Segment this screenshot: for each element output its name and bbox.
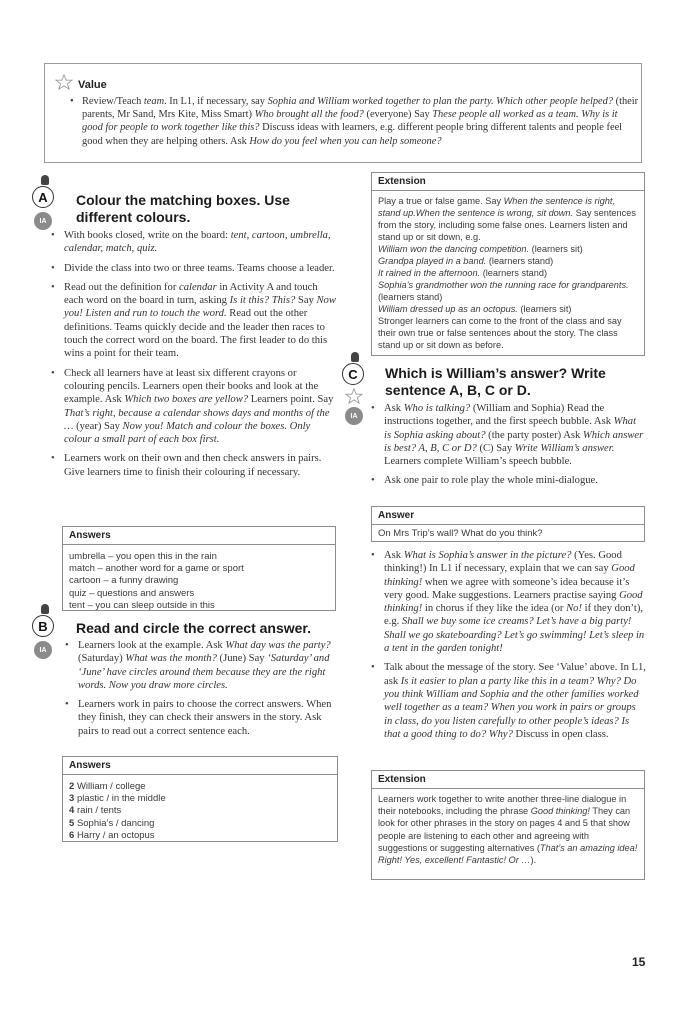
answer-line: match – another word for a game or sport xyxy=(69,563,244,575)
answer-line: quiz – questions and answers xyxy=(69,587,195,599)
activity-c-letter: C xyxy=(342,363,364,385)
activity-b-answers-box xyxy=(62,756,338,842)
answer-line: 5 Sophia’s / dancing xyxy=(69,817,155,829)
star-icon xyxy=(345,388,363,404)
answers-title: Answers xyxy=(63,757,337,775)
activity-a-heading: Colour the matching boxes. Use different colours. xyxy=(76,192,290,225)
answer-line: 6 Harry / an octopus xyxy=(69,829,155,841)
lightbulb-icon xyxy=(41,604,49,614)
extension-box-2 xyxy=(371,770,645,880)
activity-c-marker xyxy=(342,352,368,425)
list-item: • Learners work in pairs to choose the correct answers. When they finish, they can check their answers in the story. Ask pairs to read out a correct sentence each. xyxy=(62,698,338,738)
value-title: Value xyxy=(78,79,107,91)
list-item: • Divide the class into two or three teams. Teams choose a leader. xyxy=(48,262,338,275)
list-item: • Check all learners have at least six different crayons or colouring pencils. Learners open their books and look at the example. Ask Which two boxes are yellow? Learners point. Say That’s right, because a calendar shows days and months of the … (year) Say Now you! Match and colour the boxes. Only colour a small part of each box first. xyxy=(48,367,338,447)
answer-line: umbrella – you open this in the rain xyxy=(69,551,217,562)
lightbulb-icon xyxy=(351,352,359,362)
activity-a-answers-box xyxy=(62,526,336,611)
list-item: • Read out the definition for calendar in Activity A and touch each word on the board in turn, asking Is it this? This? Say Now you! Listen and run to touch the word. Read out the other definitions. Teams quickly decide and the leader then races to touch the correct word on the board. The first leader to do this wins a point for their team. xyxy=(48,281,338,361)
star-icon xyxy=(55,74,73,90)
activity-b-instructions xyxy=(62,639,338,738)
list-item: • Ask Who is talking? (William and Sophia) Read the instructions together, and the first speech bubble. Ask What is Sophia asking about? (the party poster) Ask Which answer is best? A, B, C or D? (C) Say Write William’s answer. Learners complete William’s speech bubble. xyxy=(368,402,644,468)
list-item: • Talk about the message of the story. See ‘Value’ above. In L1, ask Is it easier to plan a party like this in a team? Why? Do you think William and Sophia and the other families worked well together as a team? When you work in pairs or groups in class, do you listen carefully to other people’s ideas? Is that a good thing to do? Why? Discuss in open class. xyxy=(368,661,646,741)
answer-line: 2 William / college xyxy=(69,781,146,792)
extension-title: Extension xyxy=(372,173,644,191)
activity-c-instructions-2 xyxy=(368,549,646,741)
answer-line: 4 rain / tents xyxy=(69,805,122,817)
value-box: Value • Review/Teach team. In L1, if necessary, say Sophia and William worked together to plan the party. Which other people helped? (their parents, Mr Sand, Mrs Kite, Miss Smart) Who brought all the food? (everyone) Say These people all worked as a team. Why is it good for people to work together like this? Discuss ideas with learners, e.g. different people bring different talents and people feel good when they are helping others. Ask How do you feel when you can help someone? xyxy=(44,63,642,163)
answer-line: tent – you can sleep outside in this xyxy=(69,599,215,611)
extension-title: Extension xyxy=(372,771,644,789)
lightbulb-icon xyxy=(41,175,49,185)
answer-line: cartoon – a funny drawing xyxy=(69,575,179,587)
page-number: 15 xyxy=(632,955,646,969)
activity-b-heading: Read and circle the correct answer. xyxy=(76,620,311,636)
activity-c-answer-box xyxy=(371,506,645,542)
answer-title: Answer xyxy=(372,507,644,525)
activity-a-letter: A xyxy=(32,186,54,208)
answers-title: Answers xyxy=(63,527,335,545)
list-item: • Learners work on their own and then check answers in pairs. Give learners time to finish their colouring if necessary. xyxy=(48,452,338,479)
activity-c-instructions xyxy=(368,402,644,488)
extension-text: Learners work together to write another three-line dialogue in their notebooks, including the phrase Good thinking! They can look for other phrases in the story on pages 4 and 5 that show people are listening to each other and agreeing with suggestions or suggesting alternatives (That’s an amazing idea! Right! Yes, excellent! Fantastic! Or …). xyxy=(378,794,638,866)
list-item: • Ask What is Sophia’s answer in the picture? (Yes. Good thinking!) In L1 if necessary, explain that we can say Good thinking! when we agree with someone’s idea because it’s very good. Make suggestions. Learners practise saying Good thinking! in chorus if they like the idea (or No! if they don’t), e.g. Shall we buy some ice creams? Let’s have a big party! Shall we go skateboarding? Let’s go swimming! Let’s sleep in a tent in the garden tonight! xyxy=(368,549,646,655)
list-item: • Learners look at the example. Ask What day was the party? (Saturday) What was the month? (June) Say ‘Saturday’ and ‘June’ have circles around them because they are the right words. Now you draw more circles. xyxy=(62,639,338,692)
activity-b-marker xyxy=(32,604,58,659)
answer-text: On Mrs Trip’s wall? What do you think? xyxy=(378,528,543,539)
activity-c-heading: Which is William’s answer? Write sentence A, B, C or D. xyxy=(385,365,606,398)
extension-text: Play a true or false game. Say When the sentence is right, stand up.When the sentence is wrong, sit down. Say sentences from the story, including some false ones. Learners listen and stand up or sit down, e.g. William won the dancing competition. (learners sit) Grandpa played in a band. (learners stand) It rained in the afternoon. (learners stand) Sophia’s grandmother won the running race for grandparents. (learners stand) William dressed up as an octopus. (learners sit) Stronger learners can come to the front of the class and say their own true or false sentences about the story. The class stand up or sit down as before. xyxy=(378,196,636,350)
ia-badge: IA xyxy=(34,212,52,230)
activity-a-marker xyxy=(32,175,58,230)
value-text: Review/Teach team. In L1, if necessary, say Sophia and William worked together to plan the party. Which other people helped? (their parents, Mr Sand, Mrs Kite, Miss Smart) Who brought all the food? (everyone) Say These people all worked as a team. Why is it good for people to work together like this? Discuss ideas with learners, e.g. different people bring different talents and people feel good when they are helping others. Ask How do you feel when you can help someone? xyxy=(82,96,639,147)
list-item: • Ask one pair to role play the whole mini-dialogue. xyxy=(368,474,644,487)
ia-badge: IA xyxy=(345,407,363,425)
extension-box-1 xyxy=(371,172,645,356)
activity-b-letter: B xyxy=(32,615,54,637)
answer-line: 3 plastic / in the middle xyxy=(69,793,166,805)
list-item: • With books closed, write on the board: tent, cartoon, umbrella, calendar, match, quiz. xyxy=(48,229,338,256)
activity-a-instructions xyxy=(48,229,338,479)
ia-badge: IA xyxy=(34,641,52,659)
